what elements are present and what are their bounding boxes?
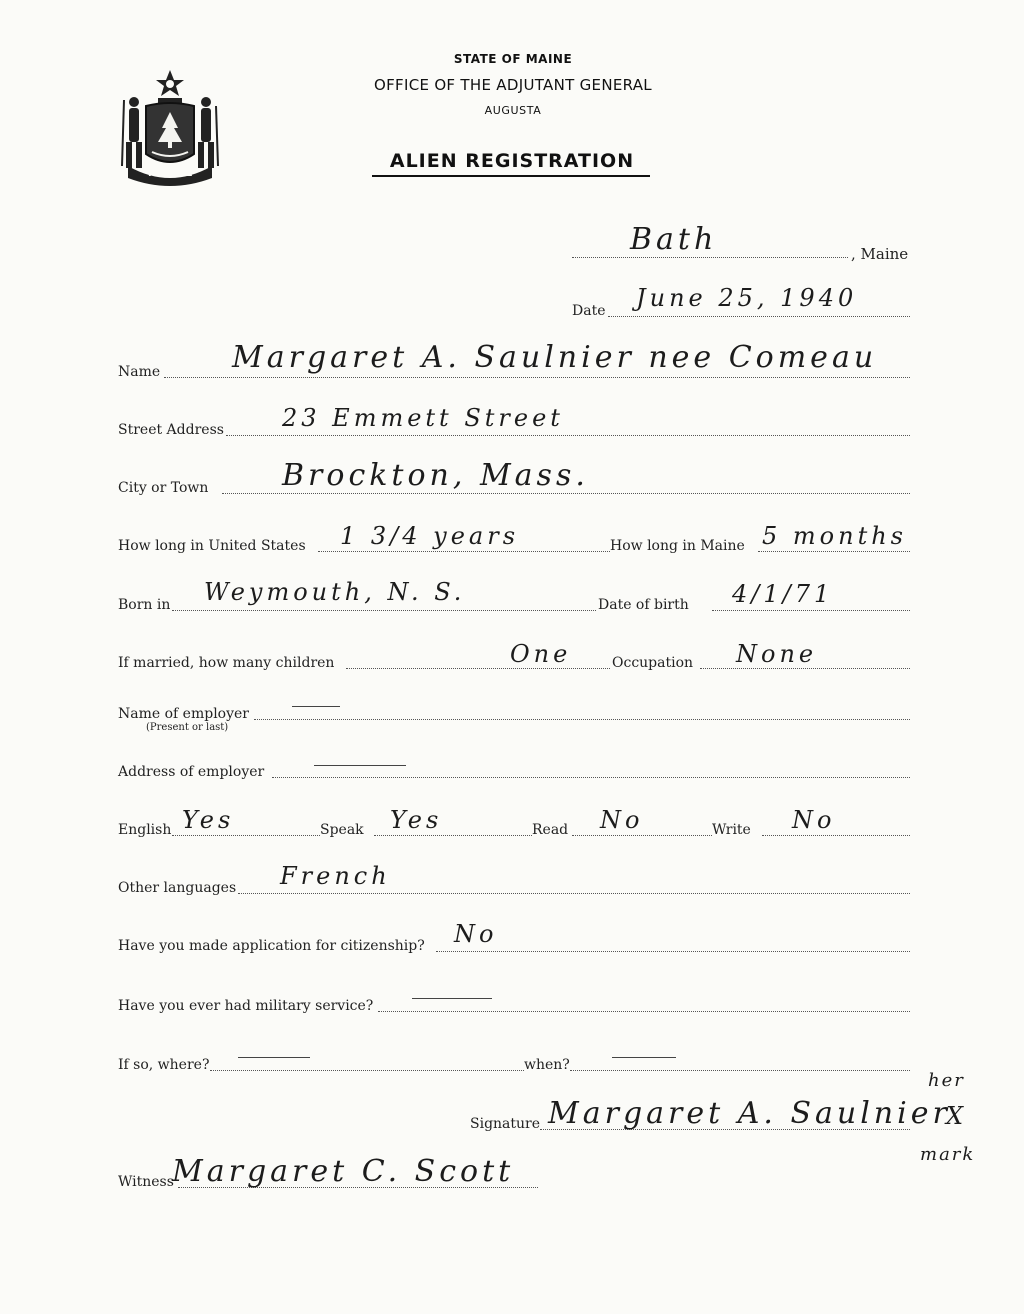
occupation-entry: None <box>736 640 818 668</box>
other-languages-entry: French <box>280 862 391 890</box>
date-entry: June 25, 1940 <box>636 284 858 312</box>
signature-label: Signature <box>470 1116 541 1132</box>
header-city: AUGUSTA <box>484 104 542 117</box>
how-long-us-dotted-line <box>318 551 610 552</box>
military-dotted-line <box>378 1011 910 1012</box>
header-office: OFFICE OF THE ADJUTANT GENERAL <box>374 76 652 94</box>
signature-mark-note: mark <box>920 1144 976 1165</box>
occupation-label: Occupation <box>612 655 694 671</box>
name-label: Name <box>118 364 161 380</box>
signature-entry: Margaret A. Saulnier <box>548 1096 951 1131</box>
name-entry: Margaret A. Saulnier nee Comeau <box>232 340 878 375</box>
military-label: Have you ever had military service? <box>118 998 374 1014</box>
seal-banner-text: MAINE <box>148 168 195 179</box>
city-dotted-line <box>222 493 910 494</box>
date-of-birth-label: Date of birth <box>598 597 689 613</box>
read-label: Read <box>532 822 569 838</box>
children-entry: One <box>510 640 572 668</box>
employer-name-label: Name of employer <box>118 706 249 722</box>
signature-x-mark: X <box>946 1102 964 1130</box>
other-languages-dotted-line <box>238 893 910 894</box>
citizenship-entry: No <box>454 920 498 948</box>
street-entry: 23 Emmett Street <box>282 404 564 432</box>
employer-address-dotted-line <box>272 777 910 778</box>
children-dotted-line <box>346 668 610 669</box>
where-dotted-line <box>210 1070 524 1071</box>
signature-her-note: her <box>928 1070 965 1091</box>
write-entry: No <box>792 806 836 834</box>
date-of-birth-dotted-line <box>712 610 910 611</box>
how-long-maine-dotted-line <box>758 551 910 552</box>
english-entry: Yes <box>182 806 235 834</box>
employer-name-note: (Present or last) <box>146 722 229 733</box>
how-long-us-label: How long in United States <box>118 538 306 554</box>
employer-name-blank-dash <box>292 706 340 707</box>
employer-address-label: Address of employer <box>118 764 265 780</box>
born-in-dotted-line <box>172 610 596 611</box>
city-entry: Brockton, Mass. <box>282 458 589 493</box>
city-label: City or Town <box>118 480 209 496</box>
town-entry: Bath <box>630 222 718 257</box>
english-label: English <box>118 822 172 838</box>
military-blank-dash <box>412 998 492 999</box>
witness-label: Witness <box>118 1174 174 1190</box>
born-in-entry: Weymouth, N. S. <box>204 578 466 606</box>
speak-entry: Yes <box>390 806 443 834</box>
read-dotted-line <box>572 835 712 836</box>
header-state: STATE OF MAINE <box>453 52 573 66</box>
witness-entry: Margaret C. Scott <box>172 1154 515 1189</box>
form-title: ALIEN REGISTRATION <box>389 150 635 172</box>
when-label: when? <box>524 1057 570 1073</box>
born-in-label: Born in <box>118 597 171 613</box>
english-dotted-line <box>172 835 320 836</box>
when-dotted-line <box>570 1070 910 1071</box>
citizenship-label: Have you made application for citizenship? <box>118 938 425 954</box>
maine-label: , Maine <box>851 245 909 263</box>
children-label: If married, how many children <box>118 655 335 671</box>
speak-dotted-line <box>374 835 532 836</box>
employer-name-dotted-line <box>254 719 910 720</box>
read-entry: No <box>600 806 644 834</box>
how-long-us-entry: 1 3/4 years <box>340 522 520 550</box>
date-label: Date <box>572 303 606 319</box>
where-label: If so, where? <box>118 1057 210 1073</box>
name-dotted-line <box>164 377 910 378</box>
date-of-birth-entry: 4/1/71 <box>732 580 834 608</box>
town-dotted-line <box>572 257 848 258</box>
where-blank-dash <box>238 1057 310 1058</box>
street-label: Street Address <box>118 422 224 438</box>
how-long-maine-entry: 5 months <box>762 522 907 550</box>
form-title-underline <box>372 175 650 177</box>
street-dotted-line <box>226 435 910 436</box>
occupation-dotted-line <box>700 668 910 669</box>
when-blank-dash <box>612 1057 676 1058</box>
write-dotted-line <box>762 835 910 836</box>
write-label: Write <box>712 822 751 838</box>
speak-label: Speak <box>320 822 364 838</box>
employer-address-blank-dash <box>314 765 406 766</box>
citizenship-dotted-line <box>436 951 910 952</box>
other-languages-label: Other languages <box>118 880 237 896</box>
date-dotted-line <box>608 316 910 317</box>
how-long-maine-label: How long in Maine <box>610 538 745 554</box>
